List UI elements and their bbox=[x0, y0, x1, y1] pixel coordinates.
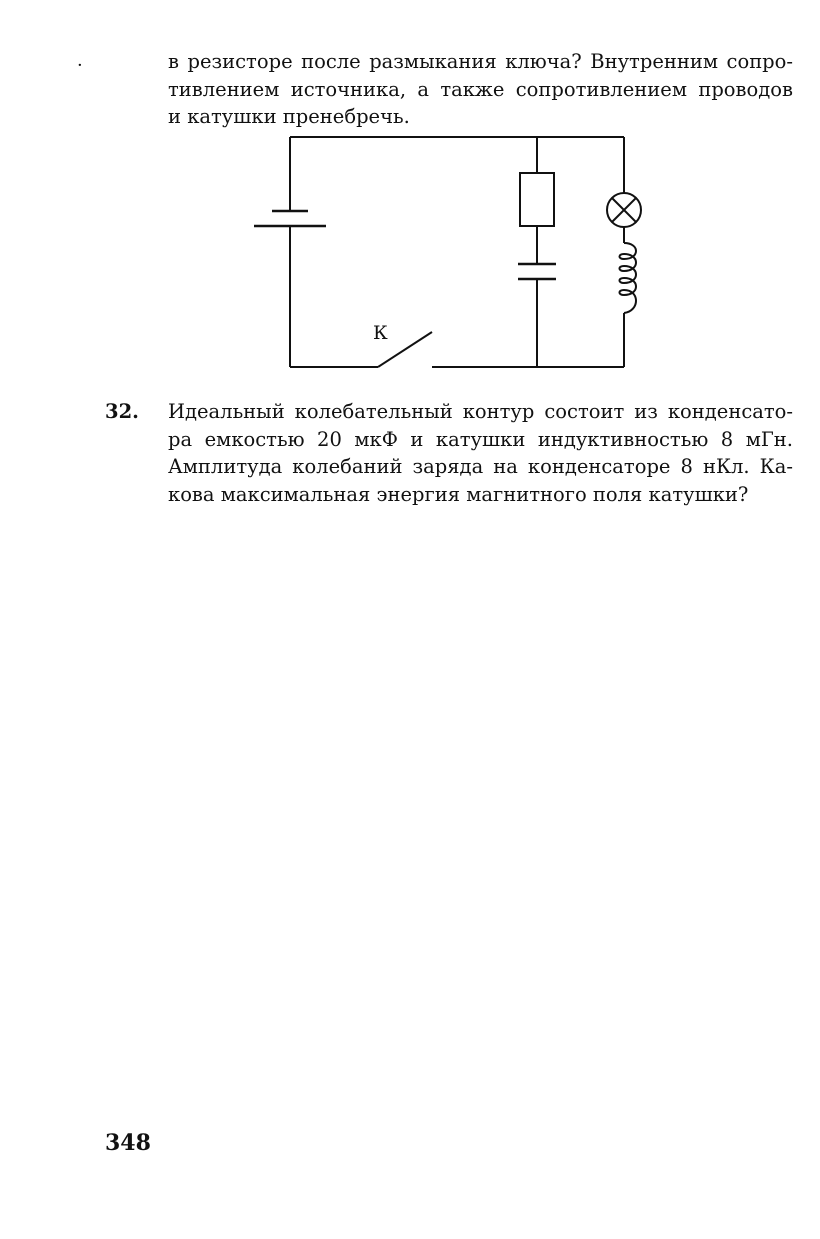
problem-line-3: Амплитуда колебаний заряда на конденсаторе 8 нКл. Ка- bbox=[168, 455, 793, 478]
problem-line-2: ра емкостью 20 мкФ и катушки индуктивностью 8 мГн. bbox=[168, 427, 793, 451]
problem-number: 32. bbox=[105, 400, 139, 423]
circuit-diagram bbox=[240, 125, 660, 375]
problem-32-text bbox=[168, 398, 793, 508]
top-line-3: и катушки пренебречь. bbox=[168, 105, 410, 128]
problem-line-1: Идеальный колебательный контур состоит из конденсато- bbox=[168, 400, 793, 423]
problem-line-4: кова максимальная энергия магнитного поля катушки? bbox=[168, 482, 749, 506]
top-paragraph bbox=[168, 48, 793, 131]
top-line-2: тивлением источника, а также сопротивлением проводов bbox=[168, 77, 793, 101]
top-line-1: в резисторе после размыкания ключа? Внутренним сопро- bbox=[168, 50, 793, 73]
page-number: 348 bbox=[105, 1130, 151, 1156]
resistor bbox=[520, 173, 554, 226]
stray-dot: · bbox=[77, 55, 83, 76]
inductor-coil bbox=[620, 243, 637, 313]
switch-label: К bbox=[373, 322, 388, 344]
